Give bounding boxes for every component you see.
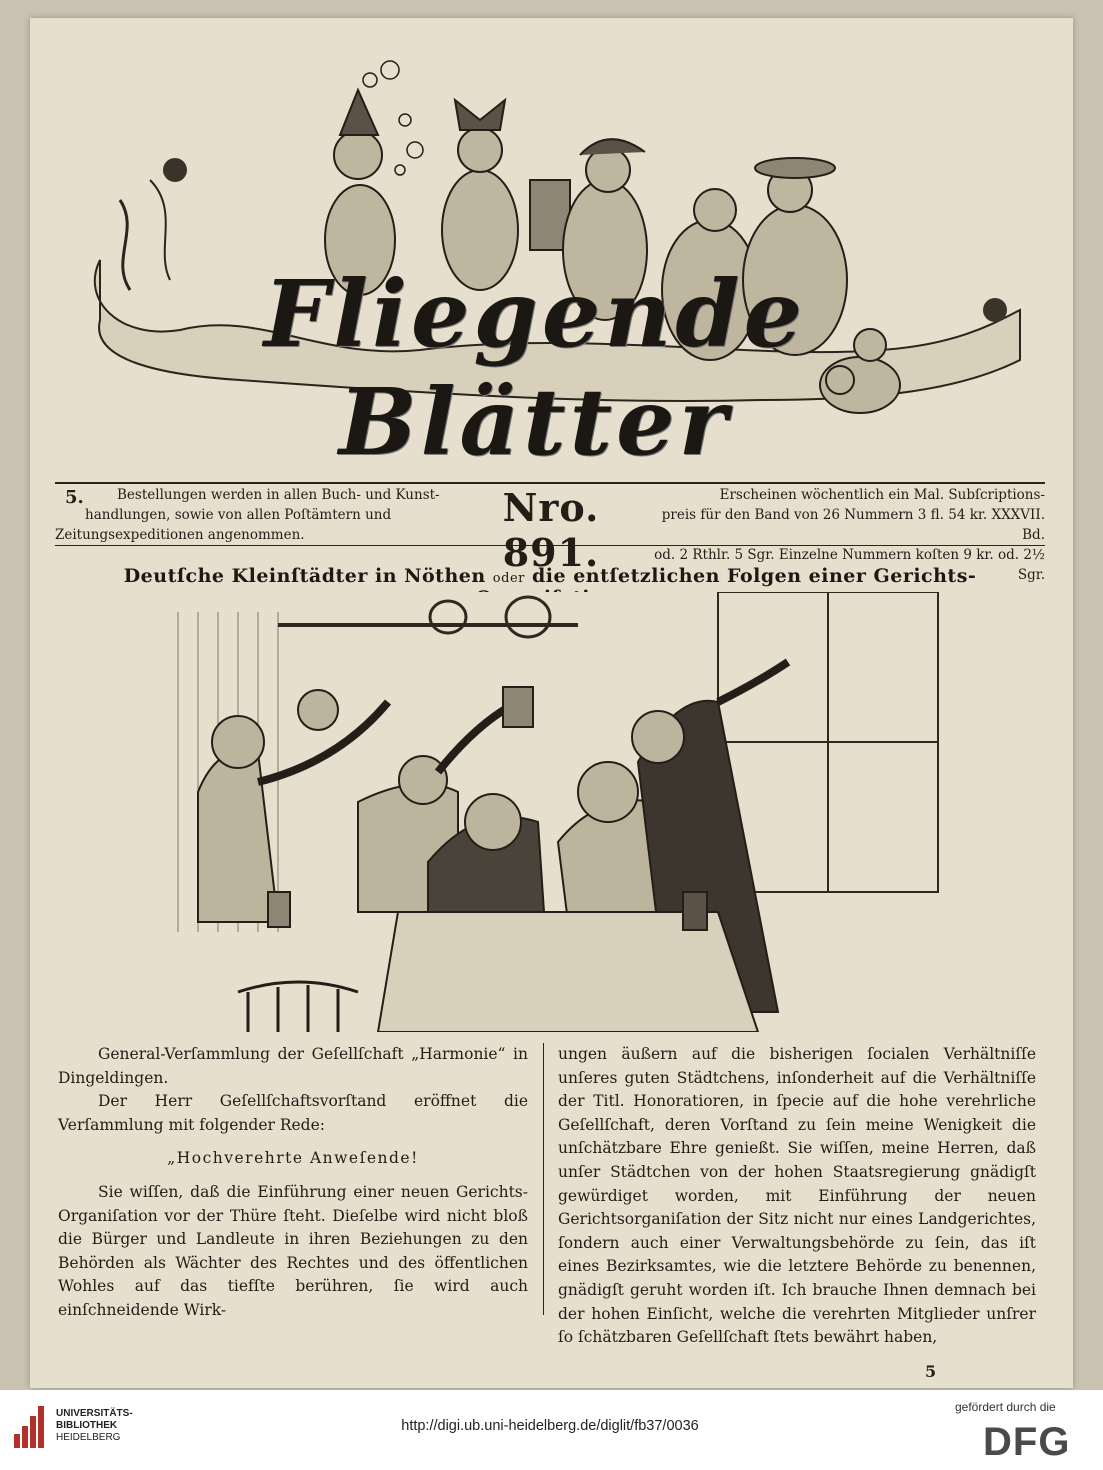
issue-right-line-1: Erscheinen wöchentlich ein Mal. Subſcriptions-	[719, 487, 1045, 503]
issue-left-line-1: Bestellungen werden in allen Buch- und Kunst-	[117, 487, 440, 503]
article-title-part1: Deutſche Kleinſtädter in Nöthen	[123, 565, 486, 587]
article-right-column	[558, 1043, 1036, 1350]
university-name-line-2: BIBLIOTHEK	[56, 1420, 118, 1431]
university-name-line-1: UNIVERSITÄTS-	[56, 1408, 133, 1419]
university-name	[56, 1408, 133, 1444]
tavern-drawing	[158, 592, 948, 1032]
issue-right-line-3: od. 2 Rthlr. 5 Sgr. Einzelne Nummern koſten 9 kr. od. 2½ Sgr.	[654, 547, 1045, 583]
paragraph-speech-intro: Der Herr Geſellſchaftsvorſtand eröffnet die Verſammlung mit folgender Rede:	[58, 1092, 528, 1134]
article-title-part2: die entſetzlichen Folgen einer Gerichts-	[531, 565, 977, 587]
paragraph-assembly: General-Verſammlung der Geſellſchaft „Harmonie“ in Dingeldingen.	[58, 1045, 528, 1087]
speech-salutation: „Hochverehrte Anweſende!	[167, 1149, 419, 1168]
digital-library-footer	[0, 1390, 1103, 1470]
rule-top	[55, 482, 1045, 484]
paragraph-speech-continued: ungen äußern auf die bisherigen ſocialen Verhältniſſe unſeres guten Städtchens, inſonderheit auf die Verhältniſſe der Titl. Honoratioren, in ſpecie auf die hohe verehrliche Geſellſchaft, deren Vorſtand zu ſein meine Wenigkeit die unſchätzbare Ehre genießt. Sie wiſſen, meine Herren, daß unſer Städtchen von der hohen Staatsregierung gnädigſt gewürdiget worden, mit Einführung der neuen Gerichtsorganiſation der Sitz nicht nur eines Landgerichtes, ſondern auch einer Verwaltungsbehörde zu ſein, das iſt eines Bezirksamtes, wie die letztere Behörde zu benennen, gnädigſt geruht worden iſt. Ich brauche Ihnen demnach bei der hohen Einſicht, welche die verehrten Mitglieder unſrer ſo ſchätzbaren Geſellſchaft ſtets bewährt haben,	[558, 1045, 1036, 1347]
article-left-column	[58, 1043, 528, 1323]
subscription-info-left	[55, 485, 457, 545]
source-url-link[interactable]: http://digi.ub.uni-heidelberg.de/diglit/fb37/0036	[401, 1418, 699, 1434]
issue-number: Nro. 891.	[502, 485, 600, 575]
masthead-title: Fliegende Blätter	[263, 260, 807, 476]
column-divider	[543, 1043, 544, 1315]
dfg-logo: DFG	[983, 1420, 1071, 1464]
issue-left-line-2: handlungen, sowie von allen Poſtämtern und	[85, 507, 392, 523]
issue-left-line-3: Zeitungsexpeditionen angenommen.	[55, 527, 305, 543]
university-seal-icon	[12, 1404, 48, 1450]
issue-right-line-2: preis für den Band von 26 Nummern 3 fl. 54 kr. XXXVII. Bd.	[661, 507, 1045, 543]
page-number: 5	[925, 1362, 937, 1381]
sheet-number: 5.	[65, 487, 84, 508]
paragraph-speech-body: Sie wiſſen, daß die Einführung einer neuen Gerichts-Organiſation vor der Thüre ſteht. Dieſelbe wird nicht bloß die Bürger und Landleute in ihren Beziehungen zu den Behörden als Wächter des Rechtes und des öffentlichen Wohles auf das tiefſte berühren, ſie wird auch einſchneidende Wirk-	[58, 1182, 528, 1319]
funding-label: gefördert durch die	[955, 1400, 1056, 1414]
tavern-illustration	[158, 592, 948, 1032]
article-title-connector: oder	[492, 571, 525, 586]
university-name-line-3: HEIDELBERG	[56, 1432, 121, 1443]
